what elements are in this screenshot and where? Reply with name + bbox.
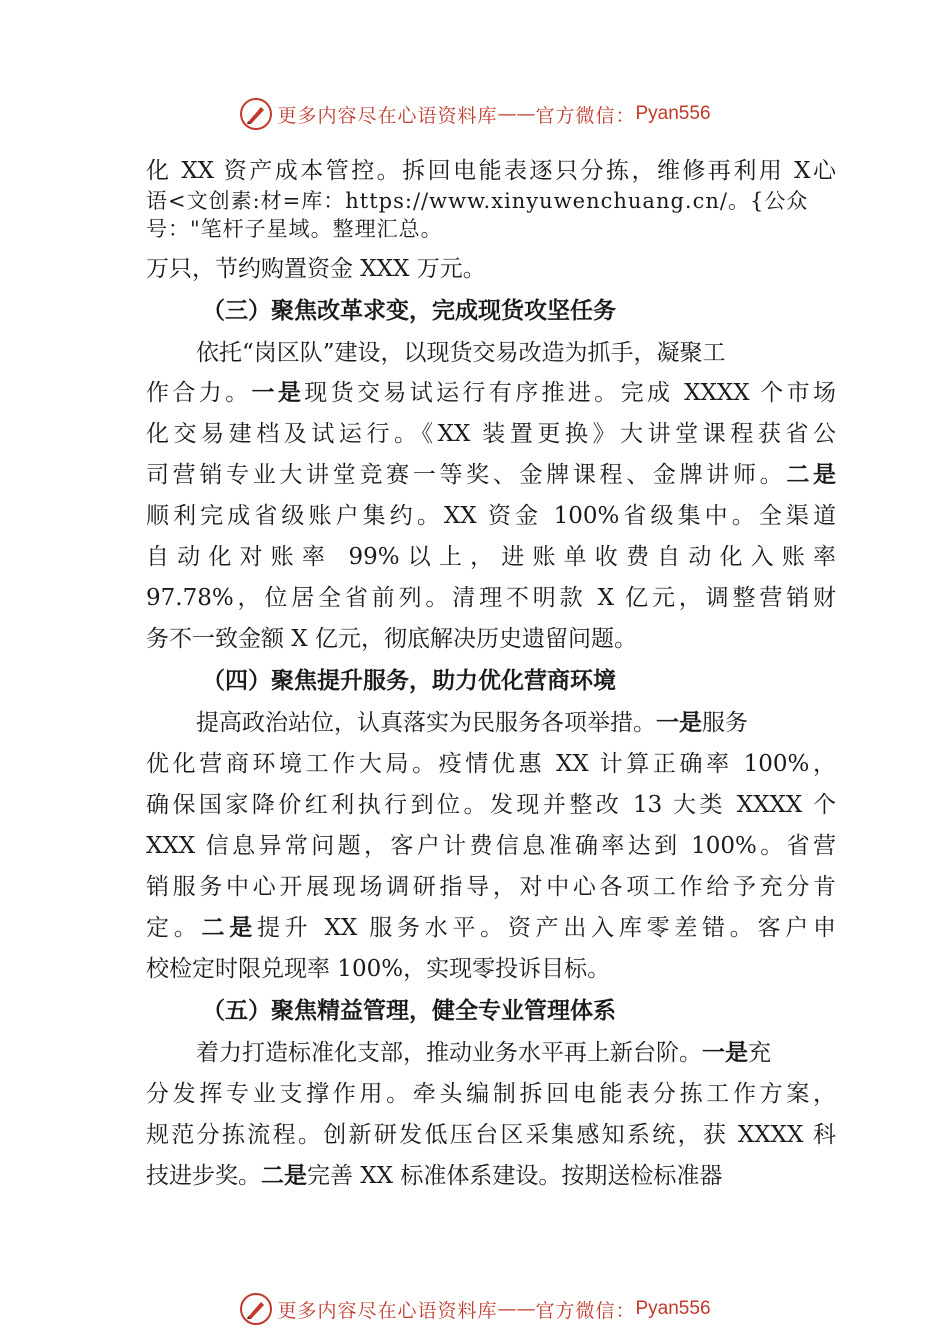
brand-text: 更多内容尽在心语资料库 <box>277 104 498 127</box>
text-line: 97.78%，位居全省前列。清理不明款 X 亿元，调整营销财 <box>146 585 836 611</box>
text-line: 依托“岗区队”建设，以现货交易改造为抓手，凝聚工 <box>196 340 726 366</box>
text-line: 提高政治站位，认真落实为民服务各项举措。一是服务 <box>196 709 748 736</box>
pen-logo-icon <box>239 1292 273 1326</box>
emphasis: 二是 <box>201 914 257 941</box>
text-line: 务不一致金额 X 亿元，彻底解决历史遗留问题。 <box>146 626 637 652</box>
text-line: 化交易建档及试运行。《XX 装置更换》大讲堂课程获省公 <box>146 421 836 447</box>
text-line: 规范分拣流程。创新研发低压台区采集感知系统，获 XXXX 科 <box>146 1122 836 1148</box>
text-line: 销服务中心开展现场调研指导，对中心各项工作给予充分肯 <box>146 874 836 900</box>
emphasis: 一是 <box>656 709 702 736</box>
section-heading-5: （五）聚焦精益管理，健全专业管理体系 <box>202 997 616 1024</box>
text-line: 优化营商环境工作大局。疫情优惠 XX 计算正确率 100%， <box>146 751 836 777</box>
wechat-label: 官方微信： <box>535 104 636 127</box>
text-line: 自动化对账率 99%以上，进账单收费自动化入账率 <box>146 544 836 570</box>
emphasis: 二是 <box>786 461 837 488</box>
text-line: 技进步奖。二是完善 XX 标准体系建设。按期送检标准器 <box>146 1162 723 1189</box>
emphasis: 二是 <box>261 1162 307 1189</box>
pen-logo-icon <box>239 97 273 131</box>
text-line: 化 XX 资产成本管控。拆回电能表逐只分拣，维修再利用 X心 <box>146 158 836 184</box>
text-line: 分发挥专业支撑作用。牵头编制拆回电能表分拣工作方案， <box>146 1081 836 1107</box>
text-line: 万只，节约购置资金 XXX 万元。 <box>146 256 486 282</box>
text-line: 确保国家降价红利执行到位。发现并整改 13 大类 XXXX 个 <box>146 792 836 818</box>
banner-separator: —— <box>497 103 536 125</box>
text-line: 顺利完成省级账户集约。XX 资金 100%省级集中。全渠道 <box>146 503 836 529</box>
section-heading-4: （四）聚焦提升服务，助力优化营商环境 <box>202 667 616 694</box>
text-line: 号："笔杆子星域。整理汇总。 <box>146 217 443 241</box>
header-banner <box>0 94 950 134</box>
wechat-label: 官方微信： <box>535 1299 636 1322</box>
banner-separator: —— <box>497 1298 536 1320</box>
section-heading-3: （三）聚焦改革求变，完成现货攻坚任务 <box>202 297 616 324</box>
text-line: 定。二是提升 XX 服务水平。资产出入库零差错。客户申 <box>146 914 836 941</box>
text-line: 司营销专业大讲堂竞赛一等奖、金牌课程、金牌讲师。二是 <box>146 461 837 488</box>
text-line: XXX 信息异常问题，客户计费信息准确率达到 100%。省营 <box>146 833 836 859</box>
text-line: 作合力。一是现货交易试运行有序推进。完成 XXXX 个市场 <box>146 379 837 406</box>
wechat-id: Pyan556 <box>635 103 711 124</box>
text-line: 语<文创素:材=库：https://www.xinyuwenchuang.cn/。{公众 <box>146 189 809 213</box>
text-line: 校检定时限兑现率 100%，实现零投诉目标。 <box>146 956 611 982</box>
text-line: 着力打造标准化支部，推动业务水平再上新台阶。一是充 <box>196 1039 771 1066</box>
emphasis: 一是 <box>702 1039 748 1066</box>
footer-banner <box>0 1289 950 1329</box>
wechat-id: Pyan556 <box>635 1298 711 1319</box>
emphasis: 一是 <box>251 379 305 406</box>
brand-text: 更多内容尽在心语资料库 <box>277 1299 498 1322</box>
